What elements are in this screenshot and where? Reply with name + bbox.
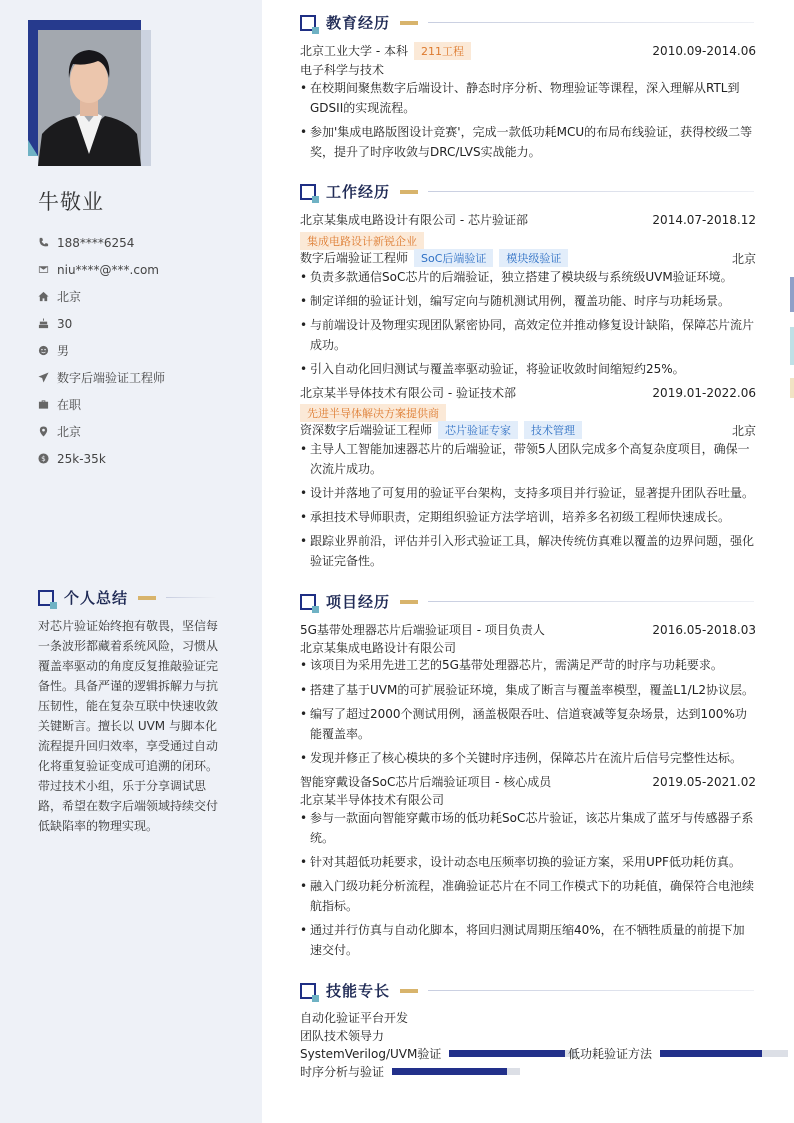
job-bullet: • 跟踪业界前沿，评估并引入形式验证工具，解决传统仿真难以覆盖的边界问题，强化验证完备性。: [300, 531, 756, 571]
project-bullet: • 针对其超低功耗要求，设计动态电压频率切换的验证方案，采用UPF低功耗仿真。: [300, 852, 756, 872]
job-company-tag-row: [300, 404, 446, 422]
projects-heading: [300, 591, 754, 612]
skill-name: SystemVerilog/UVM验证: [300, 1047, 442, 1061]
cake-icon: [38, 318, 49, 329]
job-header: [300, 211, 756, 228]
job-role: 数字后端验证工程师: [300, 251, 409, 265]
education-title: 教育经历: [326, 14, 391, 32]
project-bullet: • 发现并修正了核心模块的多个关键时序违例，保障芯片在流片后信号完整性达标。: [300, 748, 756, 768]
job-period: 2014.07-2018.12: [652, 212, 756, 227]
mail-icon: [38, 264, 49, 275]
summary-title: 个人总结: [64, 589, 129, 607]
education-heading: [300, 12, 754, 33]
home-icon: [38, 291, 49, 302]
project-bullet: • 编写了超过2000个测试用例，涵盖极限吞吐、信道衰减等复杂场景，达到100%功能覆盖率。: [300, 704, 756, 744]
education-bullet: • 参加'集成电路版图设计竞赛'，完成一款低功耗MCU的布局布线验证，获得校级二等奖，提升了时序收敛与DRC/LVS实战能力。: [300, 122, 756, 162]
contact-info-list: [38, 229, 165, 472]
job-bullet: • 负责多款通信SoC芯片的后端验证，独立搭建了模块级与系统级UVM验证环境。: [300, 267, 756, 287]
section-square-icon: [300, 983, 316, 999]
job-company-tag: 先进半导体解决方案提供商: [300, 404, 446, 422]
project-period: 2019.05-2021.02: [652, 774, 756, 789]
job-bullet: • 设计并落地了可复用的验证平台架构，支持多项目并行验证，显著提升团队吞吐量。: [300, 483, 756, 503]
job-company: 北京某集成电路设计有限公司 - 芯片验证部: [300, 213, 528, 227]
summary-heading: [38, 587, 216, 608]
info-position-text: 数字后端验证工程师: [57, 371, 166, 385]
location-pin-icon: [38, 426, 49, 437]
section-square-icon: [38, 590, 54, 606]
info-home-text: 北京: [57, 290, 82, 304]
project-bullet: • 通过并行仿真与自动化脚本，将回归测试周期压缩40%，在不牺牲质量的前提下加速交付。: [300, 920, 756, 960]
skill-rated: [300, 1063, 520, 1080]
job-company: 北京某半导体技术有限公司 - 验证技术部: [300, 386, 516, 400]
info-phone-text: 188****6254: [57, 235, 135, 250]
skill-bar-track: [660, 1050, 788, 1057]
projects-title: 项目经历: [326, 593, 391, 611]
info-location: [38, 418, 165, 445]
project-bullet: • 参与一款面向智能穿戴市场的低功耗SoC芯片验证，该芯片集成了蓝牙与传感器子系统。: [300, 808, 756, 848]
skill-name: 低功耗验证方法: [568, 1047, 653, 1061]
section-accent-bar: [400, 600, 418, 604]
education-school: 北京工业大学 - 本科: [300, 44, 408, 58]
project-bullet: • 该项目为采用先进工艺的5G基带处理器芯片，需满足严苛的时序与功耗要求。: [300, 655, 756, 675]
project-bullet: • 融入门级功耗分析流程，准确验证芯片在不同工作模式下的功耗值，确保符合电池续航指标。: [300, 876, 756, 916]
skill-bar-fill: [449, 1050, 564, 1057]
info-phone: [38, 229, 165, 256]
job-period: 2019.01-2022.06: [652, 385, 756, 400]
section-accent-bar: [400, 989, 418, 993]
education-major: 电子科学与技术: [300, 63, 385, 77]
project-bullet: • 搭建了基于UVM的可扩展验证环境，集成了断言与覆盖率模型，覆盖L1/L2协议层。: [300, 680, 756, 700]
edge-mark: [790, 327, 794, 365]
photo-accent: [28, 140, 38, 156]
project-header: [300, 621, 756, 638]
svg-text:$: $: [41, 454, 46, 464]
skill-name: 时序分析与验证: [300, 1065, 385, 1079]
project-name: 智能穿戴设备SoC芯片后端验证项目 - 核心成员: [300, 775, 552, 789]
section-square-icon: [300, 594, 316, 610]
project-header: [300, 773, 756, 790]
skill-bar-fill: [392, 1068, 507, 1075]
project-org: 北京某半导体技术有限公司: [300, 793, 445, 807]
info-salary: [38, 445, 165, 472]
skills-title: 技能专长: [326, 982, 391, 1000]
info-email: [38, 256, 165, 283]
job-header: [300, 384, 756, 401]
education-row: [300, 42, 756, 60]
section-divider: [428, 601, 754, 602]
avatar: [38, 30, 141, 166]
info-position: [38, 364, 165, 391]
project-org: 北京某集成电路设计有限公司: [300, 641, 457, 655]
info-home: [38, 283, 165, 310]
job-company-tag-row: [300, 232, 424, 250]
sidebar: [0, 0, 262, 1123]
salary-icon: [38, 453, 49, 464]
info-status-text: 在职: [57, 398, 82, 412]
summary-text: 对芯片验证始终抱有敬畏，坚信每一条波形都藏着系统风险，习惯从覆盖率驱动的角度反复推敲验证完备性。具备严谨的逻辑拆解力与抗压韧性，能在复杂互联中快速收敛关键断言。擅长以 UVM 与脚本化流程提升回归效率，享受通过自动化将重复验证变成可追溯的闭环。带过技术小组，乐于分享调试思路，希望在数字后端领域持续交付低缺陷率的物理实现。: [38, 619, 219, 833]
project-period: 2016.05-2018.03: [652, 622, 756, 637]
section-accent-bar: [400, 190, 418, 194]
job-role-tag: 技术管理: [524, 421, 582, 439]
education-bullet: • 在校期间聚焦数字后端设计、静态时序分析、物理验证等课程，深入理解从RTL到GDSII的实现流程。: [300, 78, 756, 118]
project-name: 5G基带处理器芯片后端验证项目 - 项目负责人: [300, 623, 545, 637]
info-salary-text: 25k-35k: [57, 451, 106, 466]
section-divider: [166, 597, 216, 598]
skill-bar-fill: [660, 1050, 762, 1057]
job-role-row: [300, 249, 756, 267]
job-company-tag: 集成电路设计新锐企业: [300, 232, 424, 250]
work-heading: [300, 181, 754, 202]
job-bullet: • 引入自动化回归测试与覆盖率驱动验证，将验证收敛时间缩短约25%。: [300, 359, 756, 379]
section-accent-bar: [138, 596, 156, 600]
section-square-icon: [300, 184, 316, 200]
section-square-icon: [300, 15, 316, 31]
skill-plain: 团队技术领导力: [300, 1029, 385, 1043]
section-accent-bar: [400, 21, 418, 25]
info-email-text: niu****@***.com: [57, 262, 159, 277]
info-status: [38, 391, 165, 418]
candidate-name: 牛敬业: [38, 190, 104, 214]
job-bullet: • 制定详细的验证计划，编写定向与随机测试用例，覆盖功能、时序与功耗场景。: [300, 291, 756, 311]
skill-rated: [568, 1045, 788, 1062]
info-age-text: 30: [57, 316, 73, 331]
info-location-text: 北京: [57, 425, 82, 439]
job-role-row: [300, 421, 756, 439]
job-role-tag: 芯片验证专家: [438, 421, 518, 439]
job-role-tag: SoC后端验证: [414, 249, 493, 267]
education-tag: 211工程: [414, 42, 471, 60]
info-age: [38, 310, 165, 337]
gender-icon: [38, 345, 49, 356]
job-role-tag: 模块级验证: [499, 249, 568, 267]
education-period: 2010.09-2014.06: [652, 44, 756, 58]
job-bullet: • 承担技术导师职责，定期组织验证方法学培训，培养多名初级工程师快速成长。: [300, 507, 756, 527]
job-bullet: • 主导人工智能加速器芯片的后端验证，带领5人团队完成多个高复杂度项目，确保一次流片成功。: [300, 439, 756, 479]
briefcase-icon: [38, 399, 49, 410]
phone-icon: [38, 237, 49, 248]
send-icon: [38, 372, 49, 383]
job-role: 资深数字后端验证工程师: [300, 423, 433, 437]
edge-mark: [790, 378, 794, 398]
job-bullet: • 与前端设计及物理实现团队紧密协同，高效定位并推动修复设计缺陷，保障芯片流片成功。: [300, 315, 756, 355]
info-gender: [38, 337, 165, 364]
section-divider: [428, 22, 754, 23]
section-divider: [428, 990, 754, 991]
skill-plain: 自动化验证平台开发: [300, 1011, 409, 1025]
skill-rated: [300, 1045, 577, 1062]
skill-bar-track: [449, 1050, 577, 1057]
edge-mark: [790, 277, 794, 312]
info-gender-text: 男: [57, 344, 70, 358]
skills-heading: [300, 980, 754, 1001]
section-divider: [428, 191, 754, 192]
skill-bar-track: [392, 1068, 520, 1075]
job-city: 北京: [731, 251, 756, 266]
work-title: 工作经历: [326, 183, 391, 201]
job-city: 北京: [731, 423, 756, 438]
